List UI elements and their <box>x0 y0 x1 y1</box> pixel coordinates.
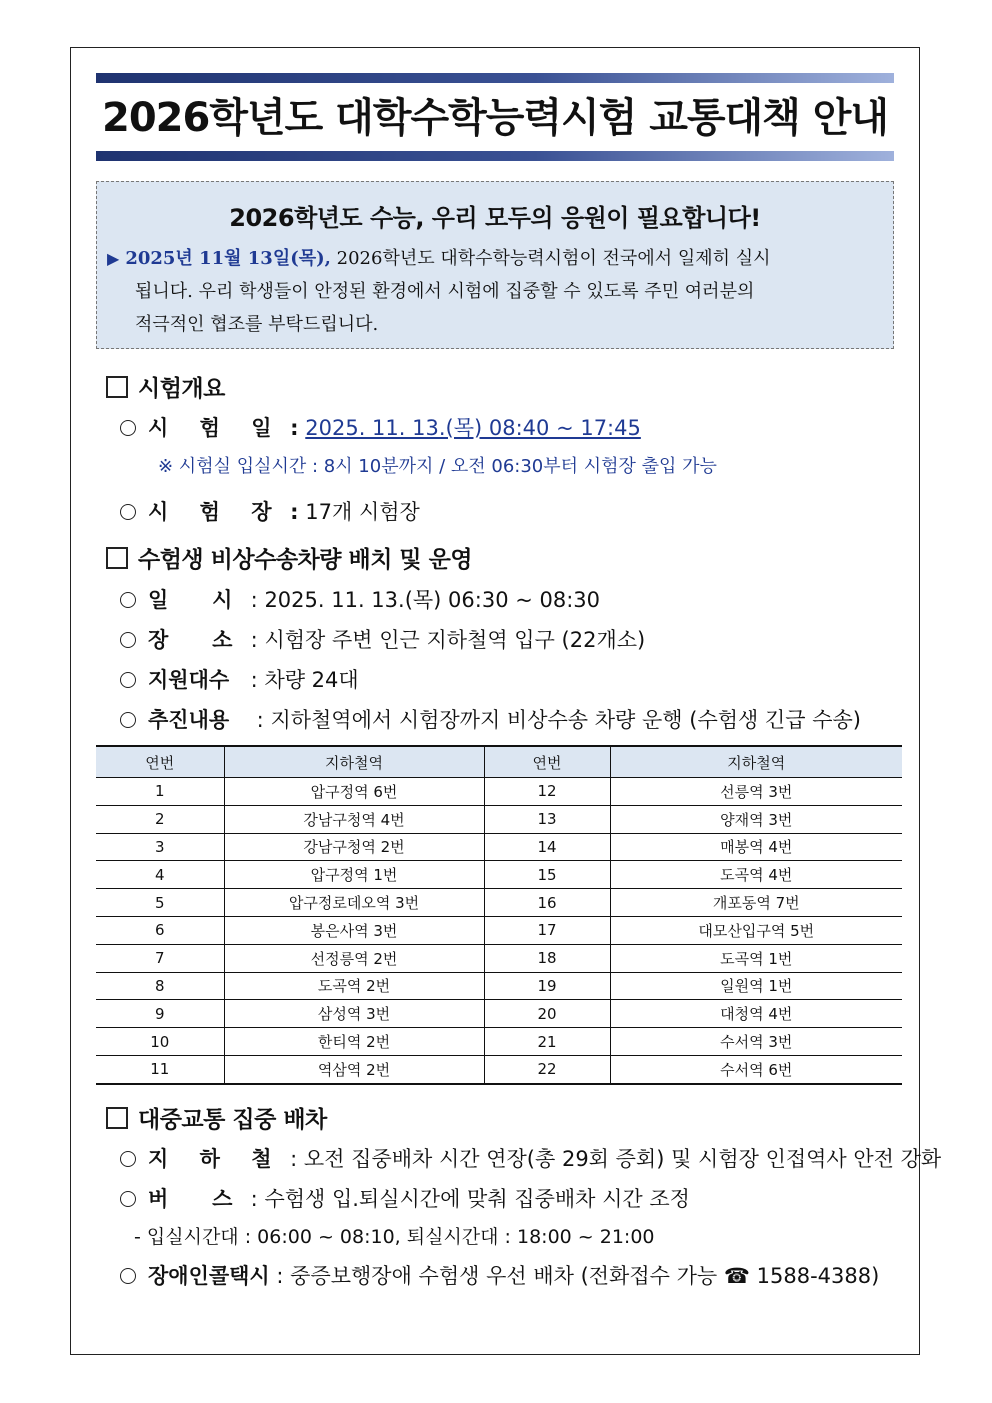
station-cell: 도곡역 1번 <box>610 944 902 972</box>
item-label: 시 험 일 <box>148 416 284 440</box>
notice-line-2: 됩니다. 우리 학생들이 안정된 환경에서 시험에 집중할 수 있도록 주민 여러분의 <box>135 281 755 302</box>
station-cell: 매봉역 4번 <box>610 833 902 861</box>
station-cell: 도곡역 2번 <box>224 972 484 1000</box>
item-value: 수험생 입.퇴실시간에 맞춰 집중배차 시간 조정 <box>264 1187 690 1211</box>
item-value: 시험장 주변 인근 지하철역 입구 (22개소) <box>264 628 646 652</box>
document-title: 2026학년도 대학수학능력시험 교통대책 안내 <box>102 95 888 141</box>
station-table <box>96 745 902 1085</box>
section-emergency-vehicles <box>106 541 472 574</box>
column-header: 연번 <box>484 746 610 778</box>
row-number-cell: 16 <box>484 889 610 917</box>
checkbox-square-icon <box>106 376 128 398</box>
notice-heading: 2026학년도 수능, 우리 모두의 응원이 필요합니다! <box>229 204 761 232</box>
circle-bullet-icon <box>120 632 136 648</box>
circle-bullet-icon <box>120 504 136 520</box>
operation-place-item: 장 소 : 시험장 주변 인근 지하철역 입구 (22개소) <box>120 624 645 654</box>
item-value: 17개 시험장 <box>305 500 420 524</box>
item-label: 버 스 <box>148 1187 233 1211</box>
entry-time-note: ※ 시험실 입실시간 : 8시 10분까지 / 오전 06:30부터 시험장 출입 가능 <box>158 456 717 477</box>
station-cell: 수서역 6번 <box>610 1055 902 1083</box>
section-exam-overview <box>106 370 225 403</box>
station-cell: 강남구청역 4번 <box>224 805 484 833</box>
circle-bullet-icon <box>120 672 136 688</box>
row-number-cell: 15 <box>484 861 610 889</box>
section-public-transport <box>106 1101 327 1134</box>
table-row <box>96 1028 902 1056</box>
station-cell: 수서역 3번 <box>610 1028 902 1056</box>
notice-box <box>96 181 894 349</box>
station-cell: 봉은사역 3번 <box>224 916 484 944</box>
station-cell: 역삼역 2번 <box>224 1055 484 1083</box>
station-cell: 개포동역 7번 <box>610 889 902 917</box>
notice-line-1: 2026학년도 대학수학능력시험이 전국에서 일제히 실시 <box>336 248 771 269</box>
item-label: 시 험 장 <box>148 500 284 524</box>
station-cell: 대모산입구역 5번 <box>610 916 902 944</box>
row-number-cell: 14 <box>484 833 610 861</box>
row-number-cell: 1 <box>96 778 224 806</box>
station-cell: 한티역 2번 <box>224 1028 484 1056</box>
row-number-cell: 19 <box>484 972 610 1000</box>
vehicle-count-item: 지원대수 : 차량 24대 <box>120 664 359 694</box>
row-number-cell: 11 <box>96 1055 224 1083</box>
row-number-cell: 5 <box>96 889 224 917</box>
notice-line-3: 적극적인 협조를 부탁드립니다. <box>135 314 379 335</box>
operation-detail-item: 추진내용 : 지하철역에서 시험장까지 비상수송 차량 운행 (수험생 긴급 수송) <box>120 704 861 734</box>
title-bottom-bar <box>96 151 894 161</box>
station-cell: 압구정역 6번 <box>224 778 484 806</box>
item-value: 중증보행장애 수험생 우선 배차 (전화접수 가능 ☎ 1588-4388) <box>290 1264 880 1288</box>
circle-bullet-icon <box>120 592 136 608</box>
row-number-cell: 22 <box>484 1055 610 1083</box>
bus-time-note: - 입실시간대 : 06:00 ~ 08:10, 퇴실시간대 : 18:00 ~ 21:00 <box>134 1226 655 1248</box>
row-number-cell: 3 <box>96 833 224 861</box>
station-cell: 선정릉역 2번 <box>224 944 484 972</box>
item-label: 일 시 <box>148 588 233 612</box>
checkbox-square-icon <box>106 547 128 569</box>
title-top-bar <box>96 73 894 83</box>
row-number-cell: 17 <box>484 916 610 944</box>
row-number-cell: 20 <box>484 1000 610 1028</box>
station-cell: 압구정로데오역 3번 <box>224 889 484 917</box>
checkbox-square-icon <box>106 1107 128 1129</box>
circle-bullet-icon <box>120 1151 136 1167</box>
exam-date-highlight: 2025년 11월 13일(목), <box>125 248 331 269</box>
table-row <box>96 805 902 833</box>
operation-time-item: 일 시 : 2025. 11. 13.(목) 06:30 ~ 08:30 <box>120 584 600 614</box>
item-label: 지원대수 <box>148 668 230 692</box>
row-number-cell: 2 <box>96 805 224 833</box>
table-row <box>96 944 902 972</box>
item-value: 오전 집중배차 시간 연장(총 29회 증회) 및 시험장 인접역사 안전 강화 <box>303 1147 942 1171</box>
section-title: 시험개요 <box>138 376 225 402</box>
row-number-cell: 10 <box>96 1028 224 1056</box>
item-label: 지 하 철 <box>148 1147 284 1171</box>
notice-body <box>107 242 885 341</box>
row-number-cell: 13 <box>484 805 610 833</box>
row-number-cell: 18 <box>484 944 610 972</box>
item-label: 장애인콜택시 <box>148 1264 270 1288</box>
section-title: 수험생 비상수송차량 배치 및 운영 <box>138 547 473 573</box>
triangle-marker-icon: ▶ <box>107 249 120 268</box>
item-value: 차량 24대 <box>264 668 359 692</box>
row-number-cell: 12 <box>484 778 610 806</box>
column-header: 지하철역 <box>224 746 484 778</box>
station-cell: 삼성역 3번 <box>224 1000 484 1028</box>
column-header: 연번 <box>96 746 224 778</box>
row-number-cell: 8 <box>96 972 224 1000</box>
circle-bullet-icon <box>120 712 136 728</box>
subway-item: 지 하 철 : 오전 집중배차 시간 연장(총 29회 증회) 및 시험장 인접역사 안전 강화 <box>120 1143 941 1173</box>
table-row <box>96 1000 902 1028</box>
circle-bullet-icon <box>120 1268 136 1284</box>
station-cell: 압구정역 1번 <box>224 861 484 889</box>
station-cell: 도곡역 4번 <box>610 861 902 889</box>
station-cell: 강남구청역 2번 <box>224 833 484 861</box>
disability-taxi-item: 장애인콜택시 : 중증보행장애 수험생 우선 배차 (전화접수 가능 ☎ 1588-4388) <box>120 1260 879 1290</box>
table-row <box>96 833 902 861</box>
item-value: 지하철역에서 시험장까지 비상수송 차량 운행 (수험생 긴급 수송) <box>270 708 861 732</box>
table-row <box>96 889 902 917</box>
row-number-cell: 6 <box>96 916 224 944</box>
station-cell: 양재역 3번 <box>610 805 902 833</box>
bus-item: 버 스 : 수험생 입.퇴실시간에 맞춰 집중배차 시간 조정 <box>120 1183 690 1213</box>
circle-bullet-icon <box>120 420 136 436</box>
table-row <box>96 778 902 806</box>
row-number-cell: 4 <box>96 861 224 889</box>
table-row <box>96 916 902 944</box>
station-cell: 일원역 1번 <box>610 972 902 1000</box>
exam-date-value: 2025. 11. 13.(목) 08:40 ~ 17:45 <box>305 416 641 440</box>
item-label: 장 소 <box>148 628 233 652</box>
row-number-cell: 21 <box>484 1028 610 1056</box>
table-row <box>96 1055 902 1083</box>
table-row <box>96 861 902 889</box>
station-cell: 대청역 4번 <box>610 1000 902 1028</box>
row-number-cell: 7 <box>96 944 224 972</box>
item-label: 추진내용 <box>148 708 230 732</box>
item-value: 2025. 11. 13.(목) 06:30 ~ 08:30 <box>264 588 601 612</box>
row-number-cell: 9 <box>96 1000 224 1028</box>
table-row <box>96 972 902 1000</box>
exam-date-item: 시 험 일 : 2025. 11. 13.(목) 08:40 ~ 17:45 <box>120 412 641 442</box>
column-header: 지하철역 <box>610 746 902 778</box>
exam-venue-item: 시 험 장 : 17개 시험장 <box>120 496 420 526</box>
table-header-row <box>96 746 902 778</box>
station-cell: 선릉역 3번 <box>610 778 902 806</box>
section-title: 대중교통 집중 배차 <box>138 1107 327 1133</box>
circle-bullet-icon <box>120 1191 136 1207</box>
